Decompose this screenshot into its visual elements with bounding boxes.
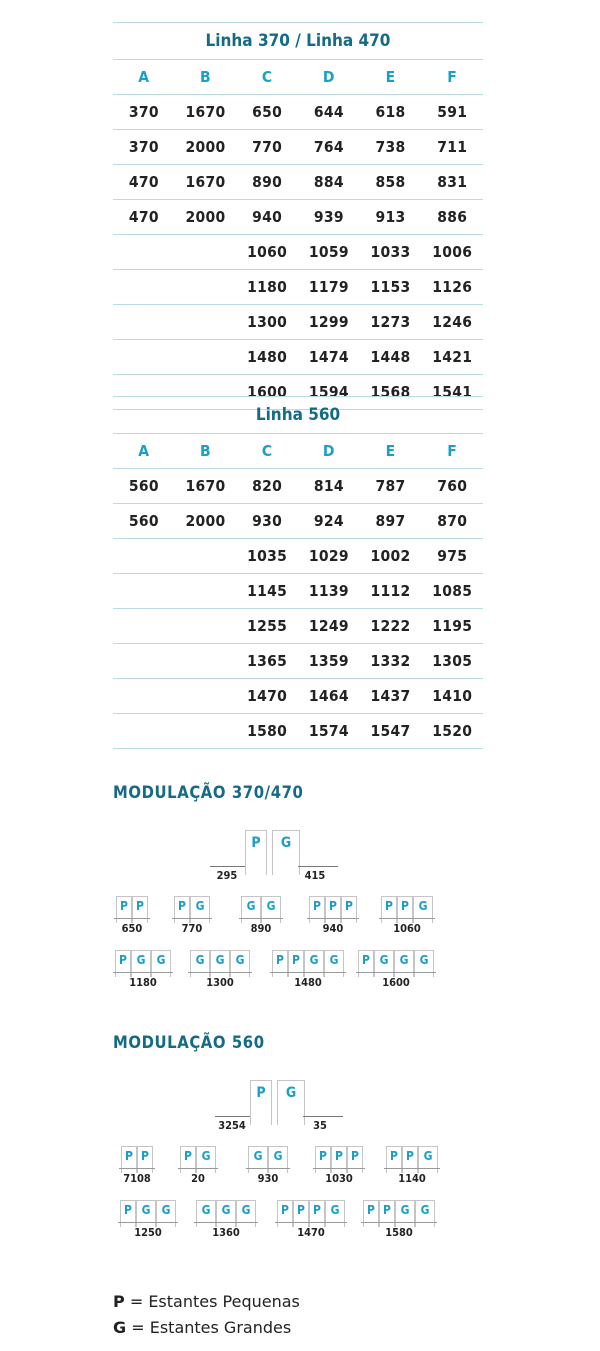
legend-g bbox=[113, 1318, 291, 1337]
shelf-letter: G bbox=[419, 953, 429, 967]
shelf-letter: G bbox=[280, 835, 292, 851]
module-base-line bbox=[194, 1222, 258, 1223]
table-cell: 560 bbox=[128, 477, 159, 495]
table-cell: 1249 bbox=[308, 617, 349, 635]
table-cell: 370 bbox=[128, 103, 159, 121]
table-cell: 886 bbox=[437, 208, 468, 226]
shelf-letter: P bbox=[319, 1149, 327, 1163]
shelf-letter: G bbox=[136, 953, 146, 967]
shelf-letter: P bbox=[124, 1203, 132, 1217]
table-cell: 1085 bbox=[432, 582, 473, 600]
table-cell: 560 bbox=[128, 512, 159, 530]
table-row bbox=[113, 199, 483, 234]
module-base-line bbox=[113, 972, 173, 973]
dimension-line bbox=[215, 1116, 250, 1117]
table-cell: 940 bbox=[252, 208, 283, 226]
module-base-line bbox=[379, 918, 435, 919]
table-cell: 924 bbox=[313, 512, 344, 530]
module-base-line bbox=[114, 918, 150, 919]
table-cell: 1594 bbox=[308, 383, 349, 401]
table-cell: 591 bbox=[437, 103, 468, 121]
table-cell: 1359 bbox=[308, 652, 349, 670]
table-cell: 644 bbox=[313, 103, 344, 121]
legend-key: P bbox=[113, 1292, 125, 1311]
shelf-letter: P bbox=[367, 1203, 375, 1217]
table-row bbox=[113, 573, 483, 608]
table-cell: 2000 bbox=[185, 208, 226, 226]
shelf-letter: P bbox=[406, 1149, 414, 1163]
shelf-letter: G bbox=[418, 899, 428, 913]
shelf-letter: P bbox=[178, 899, 186, 913]
shelf-letter: G bbox=[399, 953, 409, 967]
table-cell: 470 bbox=[128, 208, 159, 226]
shelf-letter: G bbox=[266, 899, 276, 913]
shelf-letter: G bbox=[201, 1203, 211, 1217]
shelf-letter: P bbox=[251, 835, 261, 851]
table-cell: 1002 bbox=[370, 547, 411, 565]
module-base-line bbox=[275, 1222, 347, 1223]
module-base-line bbox=[178, 1168, 218, 1169]
table-row bbox=[113, 678, 483, 713]
table-cell: 1580 bbox=[247, 722, 288, 740]
table-cell: 1059 bbox=[308, 243, 349, 261]
module-dimension-label: 1030 bbox=[325, 1172, 353, 1185]
shelf-letter: G bbox=[246, 899, 256, 913]
table-cell: 1670 bbox=[185, 173, 226, 191]
dimension-label: 35 bbox=[313, 1119, 327, 1132]
shelf-letter: G bbox=[156, 953, 166, 967]
shelf-letter: G bbox=[161, 1203, 171, 1217]
table-cell: 1448 bbox=[370, 348, 411, 366]
module-base-line bbox=[356, 972, 436, 973]
shelf-letter: P bbox=[276, 953, 284, 967]
shelf-letter: G bbox=[285, 1085, 297, 1101]
table-cell: 1670 bbox=[185, 477, 226, 495]
header-cell: D bbox=[322, 68, 335, 86]
shelf-letter: G bbox=[309, 953, 319, 967]
table-cell: 1222 bbox=[370, 617, 411, 635]
legend-p bbox=[113, 1292, 300, 1311]
table-cell: 870 bbox=[437, 512, 468, 530]
shelf-g-box bbox=[277, 1080, 305, 1125]
shelf-letter: G bbox=[253, 1149, 263, 1163]
module-base-line bbox=[313, 1168, 365, 1169]
table-cell: 711 bbox=[437, 138, 468, 156]
module-dimension-label: 1580 bbox=[385, 1226, 413, 1239]
table-cell: 930 bbox=[252, 512, 283, 530]
shelf-letter: P bbox=[281, 1203, 289, 1217]
table-cell: 939 bbox=[313, 208, 344, 226]
table-cell: 1410 bbox=[432, 687, 473, 705]
dimension-label: 415 bbox=[304, 869, 326, 882]
header-cell: D bbox=[322, 442, 335, 460]
shelf-p-box bbox=[250, 1080, 272, 1125]
shelf-g-box bbox=[272, 830, 300, 875]
dimension-label: 295 bbox=[216, 869, 238, 882]
shelf-letter: P bbox=[385, 899, 393, 913]
table-row bbox=[113, 608, 483, 643]
table-cell: 897 bbox=[375, 512, 406, 530]
header-cell: E bbox=[385, 68, 396, 86]
table-linha-370-470 bbox=[113, 22, 483, 410]
shelf-letter: P bbox=[345, 899, 353, 913]
table-cell: 1474 bbox=[308, 348, 349, 366]
header-cell: C bbox=[261, 68, 273, 86]
shelf-letter: P bbox=[120, 899, 128, 913]
table-cell: 1060 bbox=[247, 243, 288, 261]
module-base-line bbox=[307, 918, 359, 919]
table-row bbox=[113, 164, 483, 199]
module-dimension-label: 1470 bbox=[297, 1226, 325, 1239]
table-cell: 1246 bbox=[432, 313, 473, 331]
shelf-p-box bbox=[245, 830, 267, 875]
table-row bbox=[113, 339, 483, 374]
shelf-letter: P bbox=[292, 953, 300, 967]
table-cell: 1541 bbox=[432, 383, 473, 401]
table-cell: 1365 bbox=[247, 652, 288, 670]
table-row bbox=[113, 468, 483, 503]
table-row bbox=[113, 538, 483, 573]
module-base-line bbox=[119, 1168, 155, 1169]
table-cell: 1179 bbox=[308, 278, 349, 296]
legend-text: = Estantes Pequenas bbox=[124, 1292, 300, 1311]
shelf-letter: P bbox=[184, 1149, 192, 1163]
table-cell: 370 bbox=[128, 138, 159, 156]
table-cell: 858 bbox=[375, 173, 406, 191]
shelf-letter: G bbox=[400, 1203, 410, 1217]
table-cell: 890 bbox=[252, 173, 283, 191]
shelf-letter: P bbox=[119, 953, 127, 967]
table-cell: 1145 bbox=[247, 582, 288, 600]
shelf-letter: G bbox=[273, 1149, 283, 1163]
shelf-letter: P bbox=[351, 1149, 359, 1163]
module-base-line bbox=[172, 918, 212, 919]
table-cell: 1153 bbox=[370, 278, 411, 296]
module-base-line bbox=[118, 1222, 178, 1223]
table-cell: 1437 bbox=[370, 687, 411, 705]
table-cell: 1273 bbox=[370, 313, 411, 331]
table-cell: 831 bbox=[437, 173, 468, 191]
table-row bbox=[113, 269, 483, 304]
table-cell: 1670 bbox=[185, 103, 226, 121]
module-dimension-label: 7108 bbox=[123, 1172, 151, 1185]
table-cell: 814 bbox=[313, 477, 344, 495]
table-cell: 1035 bbox=[247, 547, 288, 565]
module-dimension-label: 1360 bbox=[212, 1226, 240, 1239]
table-title: Linha 560 bbox=[113, 396, 483, 433]
header-cell: A bbox=[138, 442, 150, 460]
shelf-letter: G bbox=[195, 953, 205, 967]
shelf-letter: P bbox=[125, 1149, 133, 1163]
module-base-line bbox=[361, 1222, 437, 1223]
table-cell: 1574 bbox=[308, 722, 349, 740]
header-cell: F bbox=[447, 442, 458, 460]
module-base-line bbox=[188, 972, 252, 973]
table-cell: 770 bbox=[252, 138, 283, 156]
table-title: Linha 370 / Linha 470 bbox=[113, 22, 483, 59]
header-cell: F bbox=[447, 68, 458, 86]
table-row bbox=[113, 304, 483, 339]
table-row bbox=[113, 94, 483, 129]
module-base-line bbox=[239, 918, 283, 919]
table-row bbox=[113, 129, 483, 164]
table-header-row bbox=[113, 433, 483, 468]
table-cell: 738 bbox=[375, 138, 406, 156]
shelf-letter: G bbox=[330, 1203, 340, 1217]
shelf-letter: G bbox=[379, 953, 389, 967]
shelf-letter: G bbox=[215, 953, 225, 967]
header-cell: E bbox=[385, 442, 396, 460]
module-dimension-label: 1180 bbox=[129, 976, 157, 989]
table-cell: 2000 bbox=[185, 138, 226, 156]
table-cell: 470 bbox=[128, 173, 159, 191]
header-cell: C bbox=[261, 442, 273, 460]
table-cell: 2000 bbox=[185, 512, 226, 530]
table-cell: 1480 bbox=[247, 348, 288, 366]
table-cell: 1033 bbox=[370, 243, 411, 261]
shelf-letter: P bbox=[256, 1085, 266, 1101]
shelf-letter: G bbox=[141, 1203, 151, 1217]
shelf-letter: P bbox=[141, 1149, 149, 1163]
module-base-line bbox=[270, 972, 346, 973]
shelf-letter: P bbox=[390, 1149, 398, 1163]
dimension-line bbox=[298, 866, 338, 867]
module-dimension-label: 650 bbox=[121, 922, 143, 935]
table-cell: 1305 bbox=[432, 652, 473, 670]
table-cell: 760 bbox=[437, 477, 468, 495]
shelf-letter: P bbox=[362, 953, 370, 967]
shelf-letter: G bbox=[329, 953, 339, 967]
shelf-letter: P bbox=[401, 899, 409, 913]
table-cell: 1006 bbox=[432, 243, 473, 261]
shelf-letter: P bbox=[297, 1203, 305, 1217]
table-cell: 1568 bbox=[370, 383, 411, 401]
table-cell: 913 bbox=[375, 208, 406, 226]
table-cell: 764 bbox=[313, 138, 344, 156]
table-cell: 1126 bbox=[432, 278, 473, 296]
table-header-row bbox=[113, 59, 483, 94]
module-dimension-label: 940 bbox=[322, 922, 344, 935]
table-cell: 1300 bbox=[247, 313, 288, 331]
shelf-letter: P bbox=[335, 1149, 343, 1163]
shelf-letter: G bbox=[235, 953, 245, 967]
module-base-line bbox=[246, 1168, 290, 1169]
table-cell: 820 bbox=[252, 477, 283, 495]
shelf-letter: P bbox=[313, 1203, 321, 1217]
table-row bbox=[113, 643, 483, 678]
table-row bbox=[113, 234, 483, 269]
shelf-letter: G bbox=[423, 1149, 433, 1163]
shelf-letter: G bbox=[420, 1203, 430, 1217]
table-cell: 1600 bbox=[247, 383, 288, 401]
table-cell: 1421 bbox=[432, 348, 473, 366]
table-cell: 1180 bbox=[247, 278, 288, 296]
table-cell: 787 bbox=[375, 477, 406, 495]
module-dimension-label: 1600 bbox=[382, 976, 410, 989]
shelf-letter: P bbox=[383, 1203, 391, 1217]
shelf-letter: G bbox=[195, 899, 205, 913]
table-linha-560 bbox=[113, 396, 483, 749]
dimension-line bbox=[210, 866, 245, 867]
header-cell: B bbox=[200, 442, 211, 460]
module-dimension-label: 890 bbox=[250, 922, 272, 935]
table-cell: 1029 bbox=[308, 547, 349, 565]
module-dimension-label: 20 bbox=[191, 1172, 205, 1185]
legend-key: G bbox=[113, 1318, 127, 1337]
table-row bbox=[113, 503, 483, 538]
table-cell: 618 bbox=[375, 103, 406, 121]
module-dimension-label: 1480 bbox=[294, 976, 322, 989]
shelf-letter: P bbox=[136, 899, 144, 913]
table-cell: 1464 bbox=[308, 687, 349, 705]
shelf-letter: G bbox=[241, 1203, 251, 1217]
table-cell: 884 bbox=[313, 173, 344, 191]
table-cell: 1255 bbox=[247, 617, 288, 635]
module-dimension-label: 1060 bbox=[393, 922, 421, 935]
table-cell: 1520 bbox=[432, 722, 473, 740]
dimension-label: 3254 bbox=[218, 1119, 246, 1132]
shelf-letter: P bbox=[313, 899, 321, 913]
table-cell: 1112 bbox=[370, 582, 411, 600]
module-dimension-label: 1300 bbox=[206, 976, 234, 989]
table-cell: 1195 bbox=[432, 617, 473, 635]
module-dimension-label: 770 bbox=[181, 922, 203, 935]
legend-text: = Estantes Grandes bbox=[126, 1318, 292, 1337]
table-cell: 650 bbox=[252, 103, 283, 121]
dimension-line bbox=[303, 1116, 343, 1117]
shelf-letter: G bbox=[221, 1203, 231, 1217]
table-cell: 975 bbox=[437, 547, 468, 565]
module-dimension-label: 1250 bbox=[134, 1226, 162, 1239]
module-dimension-label: 930 bbox=[257, 1172, 279, 1185]
table-cell: 1470 bbox=[247, 687, 288, 705]
shelf-letter: G bbox=[201, 1149, 211, 1163]
section-title-modulacao-370-470: MODULAÇÃO 370/470 bbox=[113, 783, 304, 802]
header-cell: B bbox=[200, 68, 211, 86]
table-cell: 1547 bbox=[370, 722, 411, 740]
shelf-letter: P bbox=[329, 899, 337, 913]
module-base-line bbox=[384, 1168, 440, 1169]
module-dimension-label: 1140 bbox=[398, 1172, 426, 1185]
header-cell: A bbox=[138, 68, 150, 86]
table-cell: 1299 bbox=[308, 313, 349, 331]
table-row bbox=[113, 713, 483, 749]
section-title-modulacao-560: MODULAÇÃO 560 bbox=[113, 1033, 265, 1052]
table-cell: 1332 bbox=[370, 652, 411, 670]
table-cell: 1139 bbox=[308, 582, 349, 600]
